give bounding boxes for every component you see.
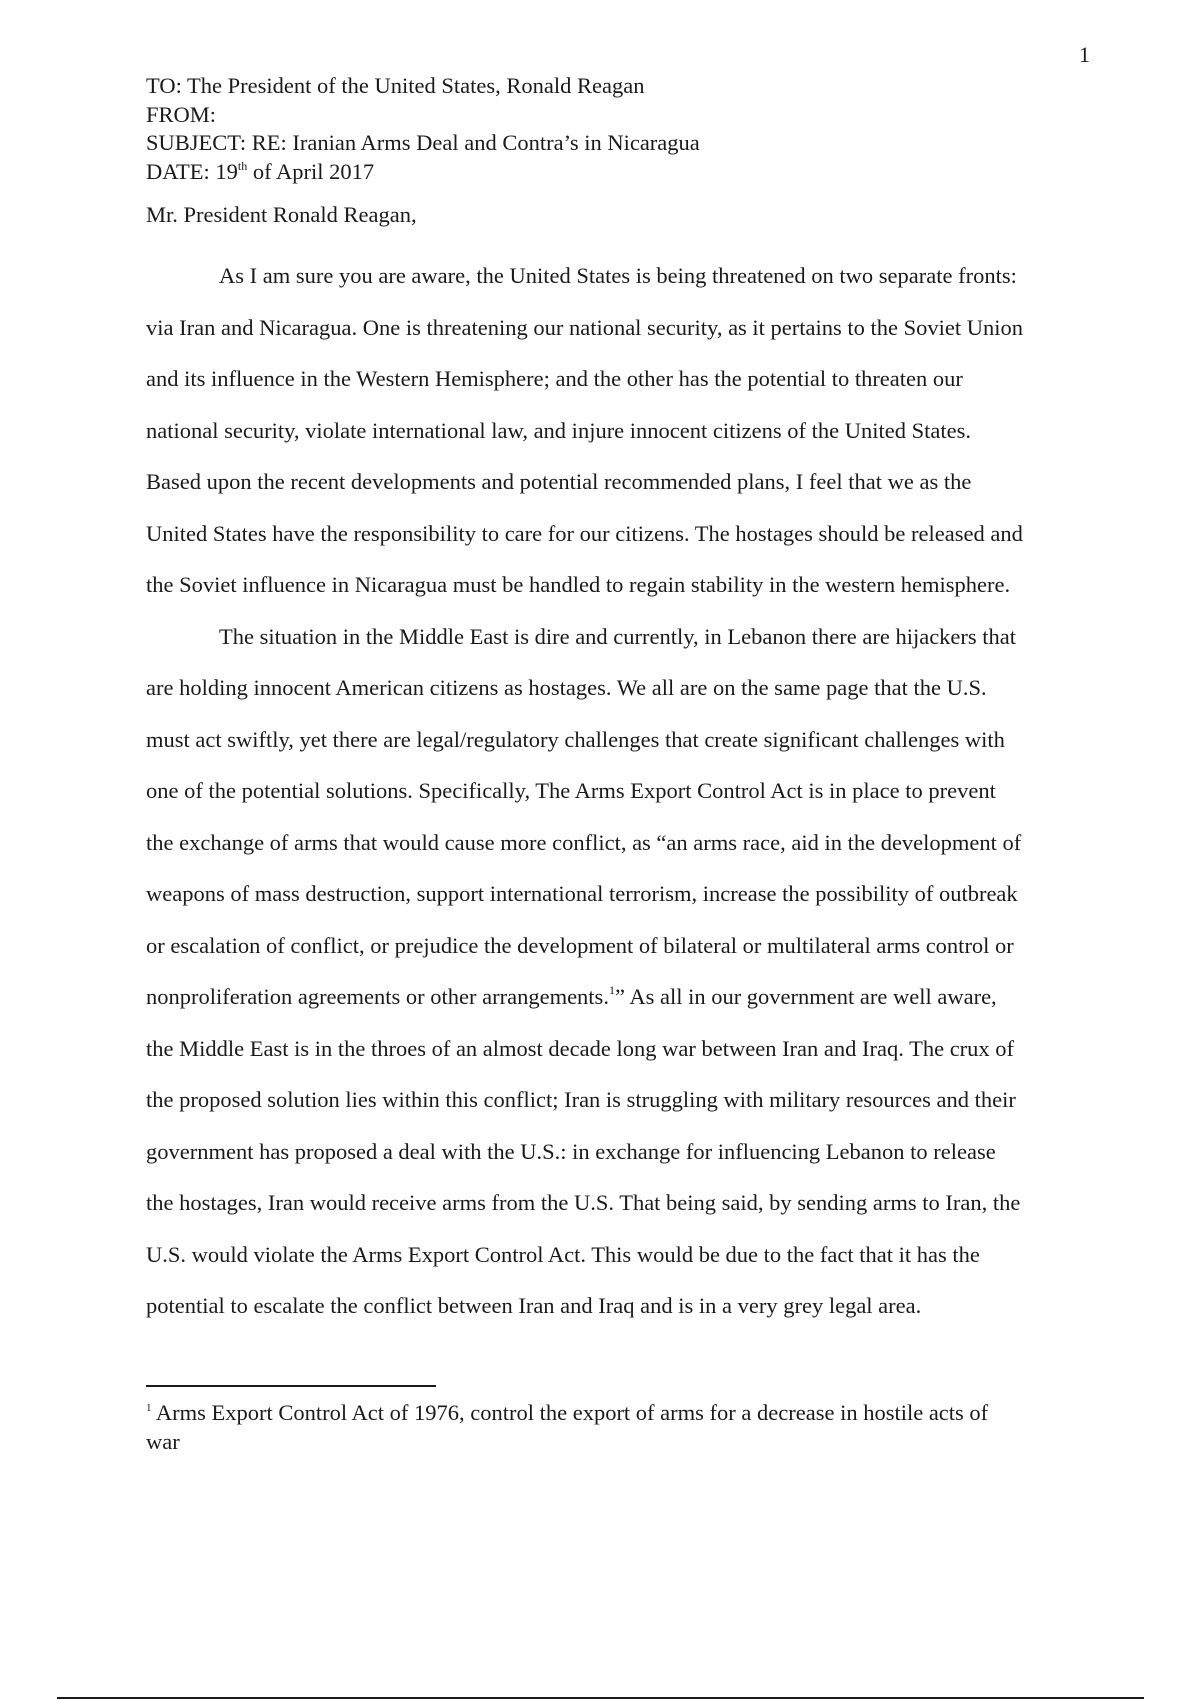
memo-date-line — [146, 158, 1096, 187]
body-line: United States have the responsibility to care for our citizens. The hostages should be released and — [146, 520, 1023, 546]
memo-to-line: TO: The President of the United States, Ronald Reagan — [146, 73, 645, 98]
body-line: the proposed solution lies within this conflict; Iran is struggling with military resources and their — [146, 1087, 1016, 1112]
body-line: weapons of mass destruction, support international terrorism, increase the possibility of outbreak — [146, 881, 1018, 906]
body-line: potential to escalate the conflict between Iran and Iraq and is in a very grey legal area. — [146, 1293, 922, 1318]
body-line: are holding innocent American citizens as hostages. We all are on the same page that the U.S. — [146, 675, 987, 700]
memo-header — [146, 72, 1096, 186]
page-bottom-divider — [57, 1697, 1144, 1699]
footnote-line — [146, 1399, 1086, 1428]
memo-subject-line: SUBJECT: RE: Iranian Arms Deal and Contra’s in Nicaragua — [146, 130, 700, 155]
footnote-marker: 1 — [146, 1402, 152, 1414]
body-line: or escalation of conflict, or prejudice the development of bilateral or multilateral arms control or — [146, 932, 1014, 958]
body-line-part: ” As all in our government are well aware, — [614, 984, 997, 1009]
date-ordinal-superscript: th — [237, 158, 248, 173]
body-line: Based upon the recent developments and potential recommended plans, I feel that we as the — [146, 469, 972, 494]
footnote-text: Arms Export Control Act of 1976, control the export of arms for a decrease in hostile acts of — [151, 1400, 989, 1425]
footnote-line: war — [146, 1428, 180, 1454]
memo-body — [146, 250, 1200, 1332]
body-line: government has proposed a deal with the U.S.: in exchange for influencing Lebanon to release — [146, 1138, 996, 1164]
body-line: must act swiftly, yet there are legal/regulatory challenges that create significant challenges with — [146, 726, 1005, 752]
body-line: one of the potential solutions. Specifically, The Arms Export Control Act is in place to prevent — [146, 778, 996, 803]
body-line: As I am sure you are aware, the United States is being threatened on two separate fronts: — [219, 263, 1017, 288]
memo-from-line: FROM: — [146, 101, 217, 127]
paragraph-1 — [146, 250, 1200, 611]
body-line: the exchange of arms that would cause more conflict, as “an arms race, aid in the development of — [146, 829, 1022, 855]
body-line: the Soviet influence in Nicaragua must be handled to regain stability in the western hemisphere. — [146, 572, 1011, 597]
body-line: U.S. would violate the Arms Export Control Act. This would be due to the fact that it has the — [146, 1241, 980, 1267]
footnote-separator — [146, 1385, 436, 1387]
body-line: the Middle East is in the throes of an almost decade long war between Iran and Iraq. The crux of — [146, 1035, 1015, 1061]
body-line: and its influence in the Western Hemisphere; and the other has the potential to threaten our — [146, 366, 963, 391]
date-prefix: DATE: 19 — [146, 158, 238, 184]
body-line: national security, violate international law, and injure innocent citizens of the United States. — [146, 417, 971, 443]
body-line: the hostages, Iran would receive arms from the U.S. That being said, by sending arms to Iran, the — [146, 1190, 1021, 1215]
footnote — [146, 1399, 1086, 1456]
body-line: The situation in the Middle East is dire and currently, in Lebanon there are hijackers that — [219, 623, 1017, 649]
body-line: via Iran and Nicaragua. One is threatening our national security, as it pertains to the Soviet Union — [146, 314, 1024, 340]
date-suffix: of April 2017 — [247, 158, 375, 184]
salutation: Mr. President Ronald Reagan, — [146, 202, 417, 227]
page-number: 1 — [1079, 42, 1090, 67]
paragraph-2 — [146, 611, 1200, 1332]
footnote-reference: 1 — [608, 983, 615, 997]
body-line-with-footnote — [146, 971, 1200, 1023]
body-line-part: nonproliferation agreements or other arrangements. — [146, 984, 609, 1009]
